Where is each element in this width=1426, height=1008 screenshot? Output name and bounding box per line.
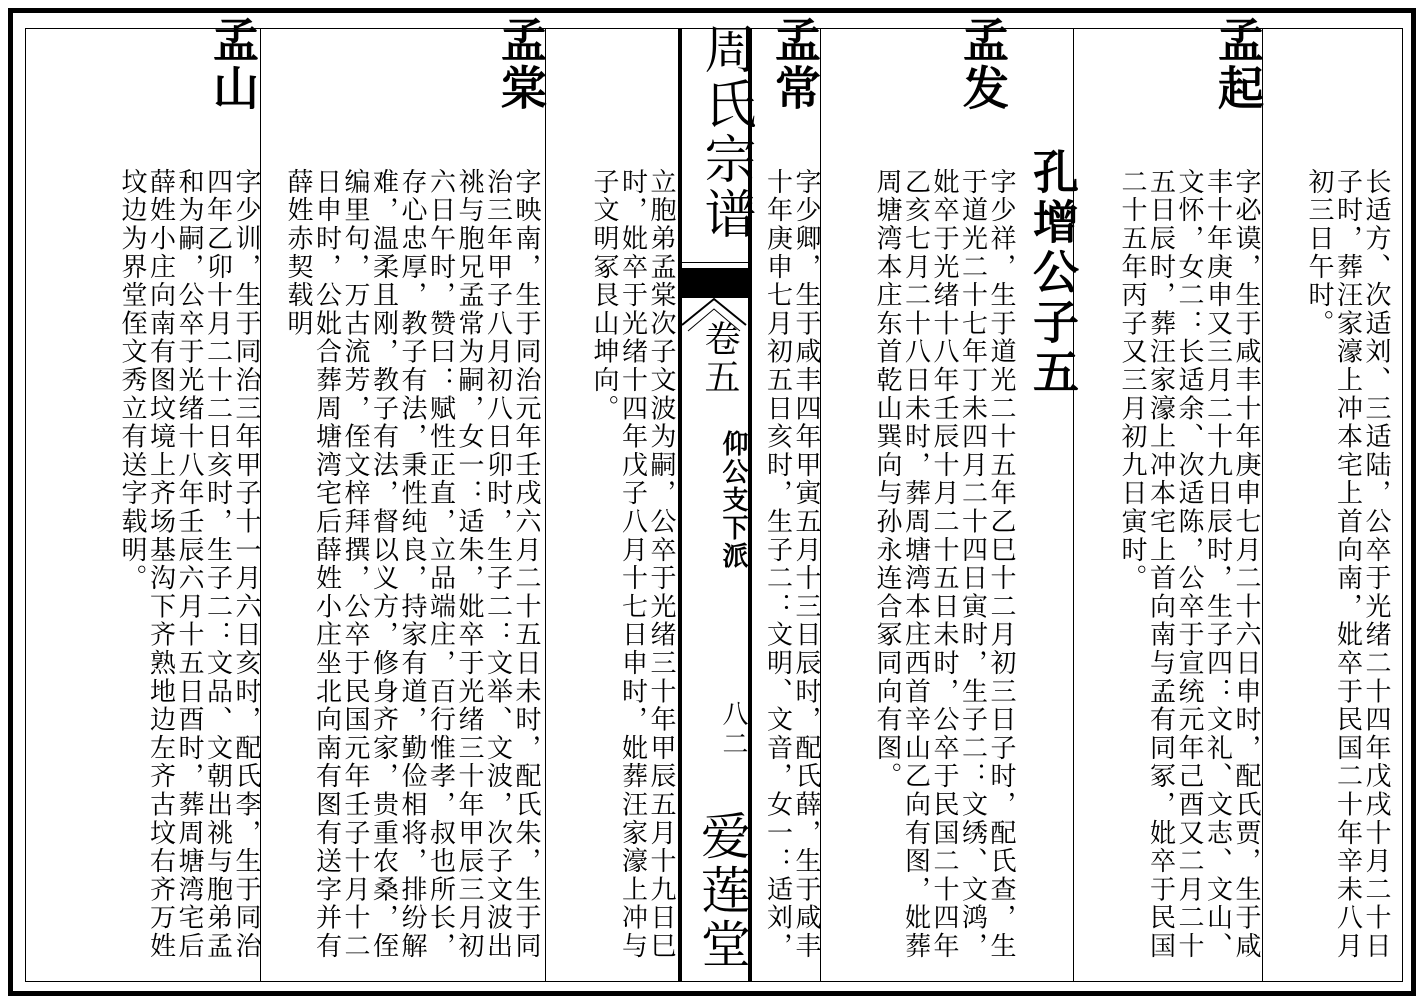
column-divider [545,28,546,982]
page-number: 八二 [718,700,748,760]
entry-text-meng-tang: 字映南，生于同治元年壬戌六月二十五日未时，配氏朱，生于同治三年甲子八月初八日卯时，生子二：文举、文波，次子文波出祧与胞兄孟常为嗣，女一：适朱，妣卒于光绪三十年甲辰三月初六日午时，赞曰：赋性正直，立品端庄，百行惟孝，叔也所长，存心忠厚，教子有法，秉性纯良，持家有道，勤俭相将，排纷解难，温柔且刚，教子有法，督以义方，修身齐家，贵重农桑，侄编里句，万古流芳，侄文梓拜撰，公卒于民国元年壬子十月十二日申时，公妣合葬周塘湾宅后薛姓小庄坐北向南有图有送字并有薛姓赤契载明 [283,168,541,961]
entry-name-meng-shan: 孟山 [206,16,260,112]
column-divider [1262,28,1263,982]
entry-name-meng-chang: 孟常 [768,16,822,112]
volume-label: 卷五 [699,320,740,396]
entry-text-meng-qi: 字必谟，生于咸丰十年庚申七月二十六日申时，配氏贾，生于咸丰十年庚申又三月二十九日辰时，生子四：文礼、文志、文山、文怀，女二：长适余、次适陈，公卒于宣统元年己酉又二月二十五日辰时，葬汪家濠上冲本宅上首向南与孟有同冢，妣卒于民国二十五年丙子又三月初九日寅时。 [1117,168,1261,961]
entry-continuation-text: 长适方、次适刘、三适陆，公卒于光绪二十四年戊戌十月二十日子时，葬汪家濠上冲本宅上首向南，妣卒于民国二十年辛未八月初三日午时。 [1304,168,1391,961]
entry-name-meng-tang: 孟棠 [494,16,548,112]
entry-text-meng-chang: 字少卿，生于咸丰四年甲寅五月十三日辰时，配氏薛，生于咸丰十年庚申七月初五日亥时，生子二：文明、文音，女一：适刘， [762,168,821,961]
entry-text-meng-shan: 字少训，生于同治三年甲子十一月六日亥时，配氏李，生于同治四年乙卯十月二十二日亥时，生子二：文品、文朝出祧与胞弟孟和为嗣，公卒于光绪十八年壬辰六月十五日酉时，葬周塘湾宅后薛姓小庄向南有图坟境上齐场基沟下齐熟地边左齐古坟右齐万姓坟边为界堂侄文秀立有送字载明。 [117,168,261,961]
center-fold-line [678,28,682,982]
entry-name-meng-qi: 孟起 [1211,16,1265,112]
branch-label: 仰公支下派 [718,430,748,570]
entry-name-meng-fa: 孟发 [956,16,1010,112]
generation-heading: 孔增公子五 [1026,148,1080,398]
book-title: 周氏宗谱 [695,22,755,242]
entry-continuation-text-left: 立胞弟孟棠次子文波为嗣，公卒于光绪三十年甲辰五月十九日巳时，妣卒于光绪十四年戊子八月十七日申时，妣葬汪家濠上冲与子文明冢艮山坤向。 [589,168,676,961]
entry-text-meng-fa: 字少祥，生于道光二十五年乙巳十二月初三日子时，配氏查，生于道光二十七年丁未四月二十四日寅时，生子二：文绣、文鸿，妣卒于光绪十八年壬辰十月二十五日未时，公卒于民国二十四年乙亥七月二十八日未时，葬周塘湾本庄西首辛山乙向有图，妣葬周塘湾本庄东首乾山巽向与孙永连合冢同向有图。 [872,168,1016,961]
hall-name: 爱莲堂 [693,810,751,972]
spine-rule [680,262,748,263]
spine-black-band [680,268,748,298]
